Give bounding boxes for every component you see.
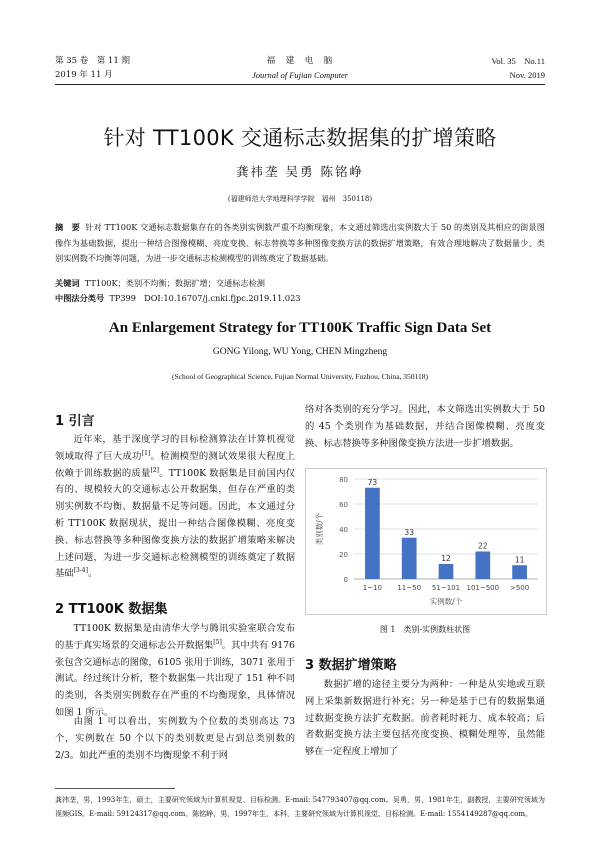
header-volume: 第 35 卷 第 11 期 [55,56,130,66]
section-3-title: 3 数据扩增策略 [305,658,397,673]
header-date-en: Nov. 2019 [509,70,545,80]
right-column-paragraph: 络对各类别的充分学习。因此，本文筛选出实例数大于 50 的 45 个类别作为基础数据，并结合图像模糊、亮度变换、标志替换等多种图像变换方法进一步扩增数据。 [305,404,545,449]
header-journal-en: Journal of Fujian Computer [251,70,349,80]
header-rule [55,84,545,85]
figure-1-caption: 图 1 类别-实例数柱状图 [379,625,471,634]
s2-text-a: TT100K 数据集是由清华大学与腾讯实验室联合发布的基于真实场景的交通标志公开数据集 [55,623,295,651]
clc-text: TP399 DOI:10.16707/j.cnki.fjpc.2019.11.023 [109,293,301,303]
x-tick-label-4: >500 [509,584,530,592]
abstract [55,220,545,267]
bar-0 [365,488,380,579]
bar-4 [512,565,527,579]
english-authors: GONG Yilong, WU Yong, CHEN Mingzheng [212,347,388,357]
section-1-paragraph [55,432,295,583]
clc [55,291,545,306]
s1-text-d: 。 [87,568,98,580]
data-label-3: 22 [478,541,488,551]
abstract-text: 针对 TT100K 交通标志数据集存在的各类别实例数严重不均衡现象，本文通过筛选出实例数大于 50 的类别及其相应的街景图像作为基础数据，提出一种结合图像模糊、亮度变换、标志替换等多种图像变换方法的数据扩增策略，有效合理地解决了数据量少、类别实例数不均衡等问题，为进一步交通标志检测模型的训练奠定了数据基础。 [55,222,545,263]
x-tick-label-2: 51~101 [431,584,461,592]
bar-1 [402,538,417,579]
english-title: An Enlargement Strategy for TT100K Traffic Sign Data Set [108,320,492,336]
authors: 龚祎垄 吴勇 陈铭峥 [236,164,364,179]
affiliation: (福建师范大学地理科学学院 福州 350118) [227,195,373,203]
y-tick-label-60: 60 [339,501,348,509]
ref-2: [2] [150,466,159,474]
y-tick-label-40: 40 [339,526,348,534]
y-axis-label: 类别数/个 [315,512,324,546]
s2-text-b: 。其中共有 9176 张包含交通标志的图像，6105 张用于训练，3071 张用于测试。经过统计分析，整个数据集一共出现了 151 种不同的类别，各类别实例数存在严重的不均衡现象，具体情况如图 1 所示。 [55,639,295,718]
s1-text-c: 。TT100K 数据集是目前国内仅有的、规模较大的交通标志公开数据集，但存在严重的类别实例数不均衡、数据量不足等问题。因此，本文通过分析 TT100K 数据现状，提出一种结合图像模糊、亮度变换、标志替换等多种图像变换方法的数据扩增策略来解决上述问题，为进一步交通标志检测模型的训练奠定了数据基础 [55,467,295,580]
s1-text-a: 近年来，基于深度学习的目标检测算法在计算机视觉领域取得了巨大成功 [55,434,295,462]
keywords [55,276,545,291]
x-axis-label: 实例数/个 [429,597,463,606]
header-vol-en: Vol. 35 No.11 [491,56,545,66]
data-label-2: 12 [441,554,451,563]
abstract-label: 摘 要 [55,222,80,232]
y-tick-label-0: 0 [343,576,348,584]
s1-text-b: 。检测模型的测试效果很大程度上依赖于训练数据的质量 [55,450,295,479]
section-2-paragraph-1 [55,621,295,722]
keywords-text: TT100K；类别不均衡；数据扩增；交通标志检测 [84,278,265,288]
section-1-title: 1 引言 [55,414,95,429]
x-tick-label-3: 101~500 [466,584,500,592]
header-date: 2019 年 11 月 [55,70,113,80]
x-tick-label-1: 11~50 [397,584,422,592]
y-tick-label-80: 80 [339,476,348,484]
bar-2 [439,564,454,579]
header-journal-cn: 福 建 电 脑 [266,56,334,66]
figure-1-frame [305,468,547,615]
section-2-paragraph-2: 由图 1 可以看出，实例数为个位数的类别高达 73 个，实例数在 50 个以下的类别数更是占到总类别数的 2/3。如此严重的类别不均衡现象不利于网 [55,716,295,761]
figure-1-bar-chart [306,469,546,614]
y-tick-label-20: 20 [339,551,348,559]
bar-3 [475,552,490,580]
data-label-1: 33 [404,527,414,537]
paper-title: 针对 TT100K 交通标志数据集的扩增策略 [103,126,497,150]
footnote: 龚祎垄，男，1993年生，硕士，主要研究领域为计算机视觉、目标检测。E-mail: 547793407@qq.com。吴勇，男，1981年生，副教授，主要研究领域为视频GIS。E-mail: 59124317@qq.com。陈铭峥，男，1997年生，本科，主要研究领域为计算机视觉、目标检测。E-mail: 1554149287@qq.com。 [55,796,545,818]
keywords-label: 关键词 [55,278,80,288]
section-3-paragraph: 数据扩增的途径主要分为两种：一种是从实地或互联网上采集新数据进行补充；另一种是基于已有的数据集通过数据变换方法扩充数据。前者耗时耗力、成本较高；后者数据变换方法主要包括亮度变换、模糊处理等，虽然能够在一定程度上增加了 [305,679,545,758]
ref-3: [3-4] [73,567,88,575]
clc-label: 中图法分类号 [55,293,105,303]
data-label-4: 11 [514,555,525,565]
footnote-rule [55,788,175,789]
data-label-0: 73 [367,477,378,487]
english-affiliation: (School of Geographical Science, Fujian Normal University, Fuzhou, China, 350118) [171,372,429,381]
ref-1: [1] [141,449,151,457]
ref-5: [5] [213,638,222,646]
x-tick-label-0: 1~10 [362,584,383,592]
section-2-title: 2 TT100K 数据集 [55,602,168,617]
